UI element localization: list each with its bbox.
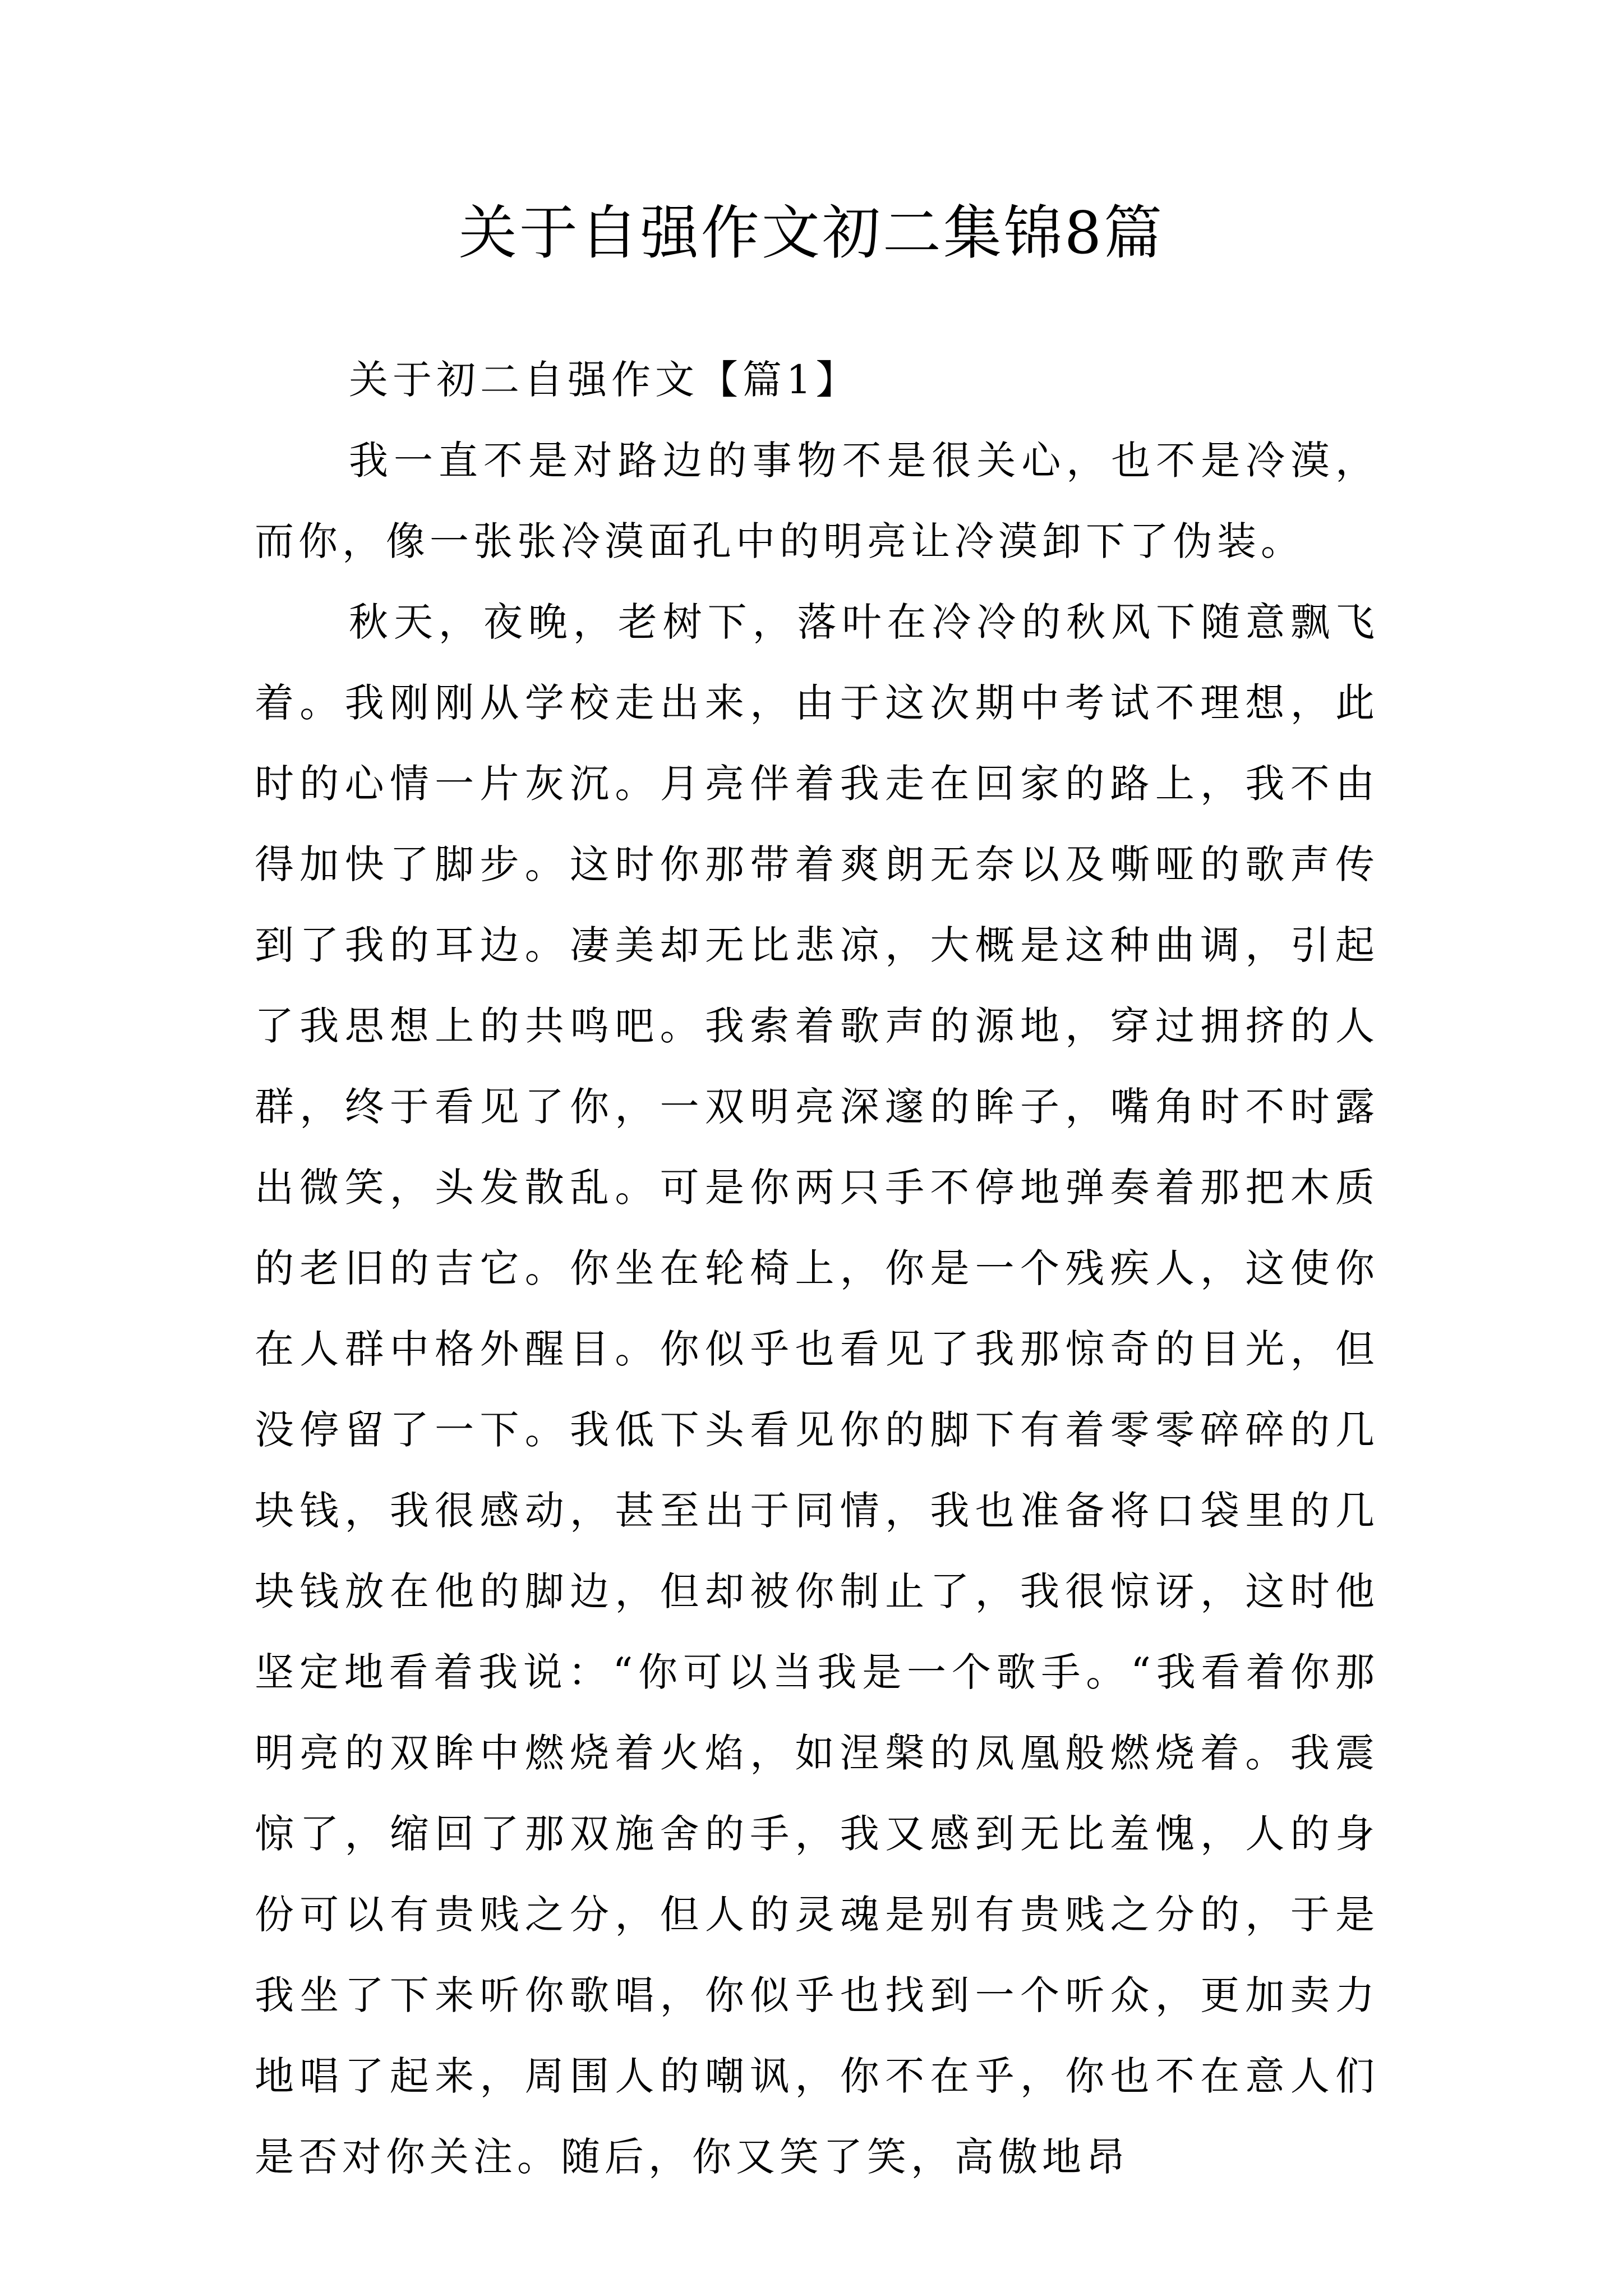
document-title: 关于自强作文初二集锦8篇 (458, 199, 1165, 267)
paragraph-2: 秋天，夜晚，老树下，落叶在冷冷的秋风下随意飘飞着。我刚刚从学校走出来，由于这次期中考试不理想，此时的心情一片灰沉。月亮伴着我走在回家的路上，我不由得加快了脚步。这时你那带着爽朗无奈以及嘶哑的歌声传到了我的耳边。凄美却无比悲凉，大概是这种曲调，引起了我思想上的共鸣吧。我索着歌声的源地，穿过拥挤的人群，终于看见了你，一双明亮深邃的眸子，嘴角时不时露出微笑，头发散乱。可是你两只手不停地弹奏着那把木质的老旧的吉它。你坐在轮椅上，你是一个残疾人，这使你在人群中格外醒目。你似乎也看见了我那惊奇的目光，但没停留了一下。我低下头看见你的脚下有着零零碎碎的几块钱，我很感动，甚至出于同情，我也准备将口袋里的几块钱放在他的脚边，但却被你制止了，我很惊讶，这时他坚定地看着我说：“你可以当我是一个歌手。“我看着你那明亮的双眸中燃烧着火焰，如涅槃的凤凰般燃烧着。我震惊了，缩回了那双施舍的手，我又感到无比羞愧，人的身份可以有贵贱之分，但人的灵魂是别有贵贱之分的，于是我坐了下来听你歌唱，你似乎也找到一个听众，更加卖力地唱了起来，周围人的嘲讽，你不在乎，你也不在意人们是否对你关注。随后，你又笑了笑，高傲地昂 (255, 599, 1379, 2180)
document-body (255, 339, 1379, 2197)
section-heading: 关于初二自强作文【篇1】 (349, 357, 860, 403)
paragraph-1: 我一直不是对路边的事物不是很关心，也不是冷漠，而你，像一张张冷漠面孔中的明亮让冷漠卸下了伪装。 (255, 438, 1379, 564)
